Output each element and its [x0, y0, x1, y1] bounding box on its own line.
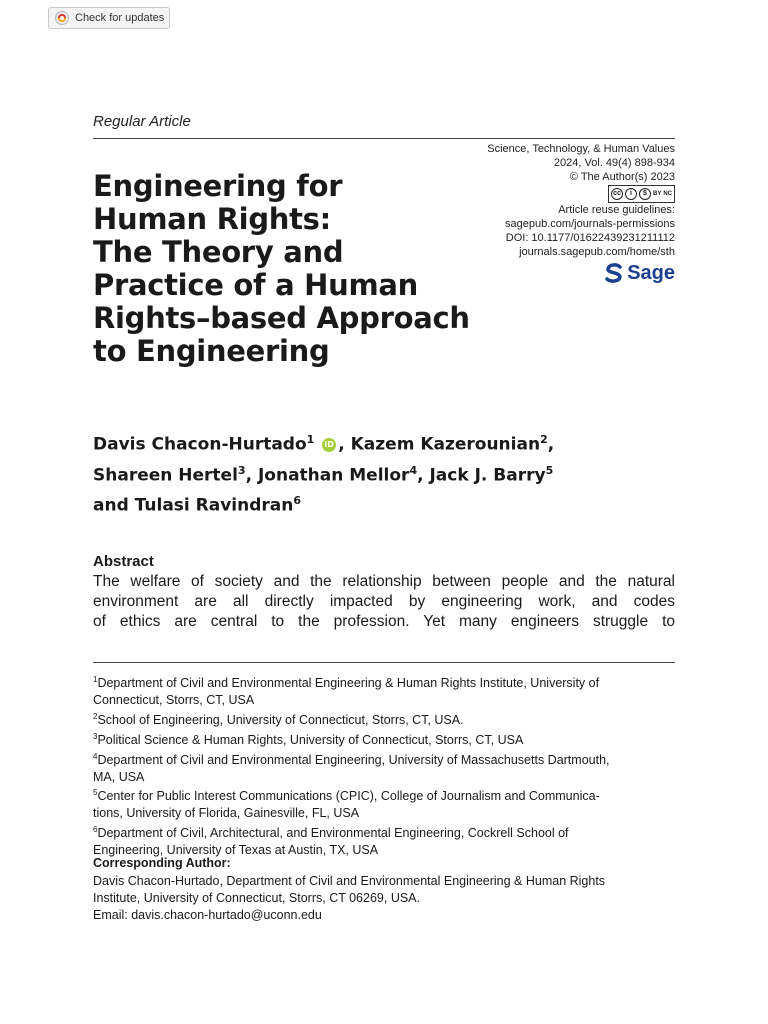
affil-line: Political Science & Human Rights, University of Connecticut, Storrs, CT, USA: [97, 732, 524, 747]
author-name[interactable]: Jack J. Barry: [429, 465, 546, 486]
author-affil-mark: 6: [293, 494, 302, 508]
journal-home-link[interactable]: journals.sagepub.com/home/sth: [519, 246, 675, 258]
affiliation-item: [93, 749, 675, 786]
journal-volume: 2024, Vol. 49(4) 898-934: [553, 157, 675, 169]
sage-logo-text: Sage: [627, 262, 675, 284]
affil-mark: 6: [93, 825, 98, 835]
reuse-label: Article reuse guidelines:: [558, 204, 675, 216]
corresponding-line: Institute, University of Connecticut, Storrs, CT 06269, USA.: [93, 890, 420, 905]
author-affil-mark: 3: [237, 463, 246, 477]
corresponding-email[interactable]: Email: davis.chacon-hurtado@uconn.edu: [93, 907, 322, 922]
affil-mark: 1: [93, 675, 98, 684]
affiliation-item: [93, 709, 675, 729]
reuse-link[interactable]: sagepub.com/journals-permissions: [505, 218, 675, 230]
attribution-icon: i: [625, 188, 637, 200]
affil-line: Department of Civil and Environmental Engineering, University of Massachusetts Dartmouth,: [97, 752, 610, 767]
corresponding-author-info: [93, 873, 675, 923]
affil-line: School of Engineering, University of Connecticut, Storrs, CT, USA.: [97, 712, 464, 727]
check-for-updates-button[interactable]: [48, 7, 170, 29]
affil-line: Engineering, University of Texas at Austin, TX, USA: [93, 843, 379, 858]
affil-line: Connecticut, Storrs, CT, USA: [93, 692, 255, 707]
journal-copyright: © The Author(s) 2023: [569, 171, 675, 183]
footnote-divider: [93, 662, 675, 663]
doi[interactable]: DOI: 10.1177/01622439231211112: [505, 232, 675, 244]
separator: ,: [547, 434, 555, 455]
title-line: Human Rights:: [93, 202, 331, 236]
affiliation-item: [93, 785, 675, 822]
author-affil-mark: 2: [540, 433, 548, 446]
affil-line: MA, USA: [93, 769, 145, 784]
sage-logo: [605, 263, 675, 283]
abstract-line: environment are all directly impacted by engineering work, and codes: [93, 593, 675, 610]
affiliations: [93, 672, 675, 859]
affil-line: tions, University of Florida, Gainesville, FL, USA: [93, 806, 360, 821]
check-updates-icon: [55, 11, 69, 25]
author-affil-mark: 5: [545, 463, 554, 477]
author-name[interactable]: Shareen Hertel: [93, 465, 238, 486]
corresponding-line: Davis Chacon-Hurtado, Department of Civil and Environmental Engineering & Human Rights: [93, 874, 606, 888]
affil-mark: 2: [93, 711, 98, 721]
abstract-text: [93, 572, 675, 632]
journal-name: Science, Technology, & Human Values: [487, 143, 675, 155]
affil-line: Center for Public Interest Communications (CPIC), College of Journalism and Communica-: [97, 789, 600, 804]
header-divider: [93, 138, 675, 139]
corresponding-author-heading: Corresponding Author:: [93, 856, 231, 870]
title-line: Engineering for: [93, 169, 343, 203]
author-affil-mark: 4: [409, 463, 418, 477]
article-type: Regular Article: [93, 113, 191, 130]
license-nc-label: NC: [663, 191, 672, 197]
check-for-updates-label: Check for updates: [75, 12, 165, 24]
title-line: Rights–based Approach: [93, 301, 470, 335]
abstract-line: The welfare of society and the relationship between people and the natural: [93, 573, 675, 590]
affiliation-item: [93, 729, 675, 749]
article-title: [93, 170, 493, 368]
sage-logo-icon: [605, 263, 623, 283]
affil-line: Department of Civil and Environmental Engineering & Human Rights Institute, University of: [97, 676, 600, 691]
author-name[interactable]: Tulasi Ravindran: [134, 495, 294, 516]
cc-icon: cc: [611, 188, 623, 200]
affil-mark: 4: [93, 751, 98, 761]
license-by-label: BY: [652, 191, 662, 197]
separator: ,: [417, 465, 424, 486]
separator: ,: [245, 465, 253, 486]
author-affil-mark: 1: [306, 433, 315, 446]
separator: and: [93, 495, 129, 516]
author-name[interactable]: Kazem Kazerounian: [350, 434, 541, 455]
affil-mark: 3: [93, 731, 98, 741]
title-line: Practice of a Human: [93, 268, 419, 302]
abstract-line: of ethics are central to the profession. Yet many engineers struggle to: [93, 613, 675, 630]
separator: ,: [338, 434, 345, 455]
affil-mark: 5: [93, 788, 98, 798]
author-list: [93, 427, 653, 519]
author-name[interactable]: Davis Chacon-Hurtado: [93, 434, 307, 455]
noncommercial-icon: $: [639, 188, 651, 200]
affiliation-item: [93, 672, 675, 709]
journal-info: [487, 142, 675, 287]
affiliation-item: [93, 822, 675, 859]
affil-line: Department of Civil, Architectural, and Environmental Engineering, Cockrell School of: [97, 826, 569, 841]
title-line: to Engineering: [93, 334, 330, 368]
cc-license-badge[interactable]: [608, 185, 675, 203]
abstract-heading: Abstract: [93, 553, 154, 570]
title-line: The Theory and: [93, 235, 344, 269]
orcid-icon[interactable]: iD: [322, 438, 336, 452]
author-name[interactable]: Jonathan Mellor: [257, 465, 410, 486]
